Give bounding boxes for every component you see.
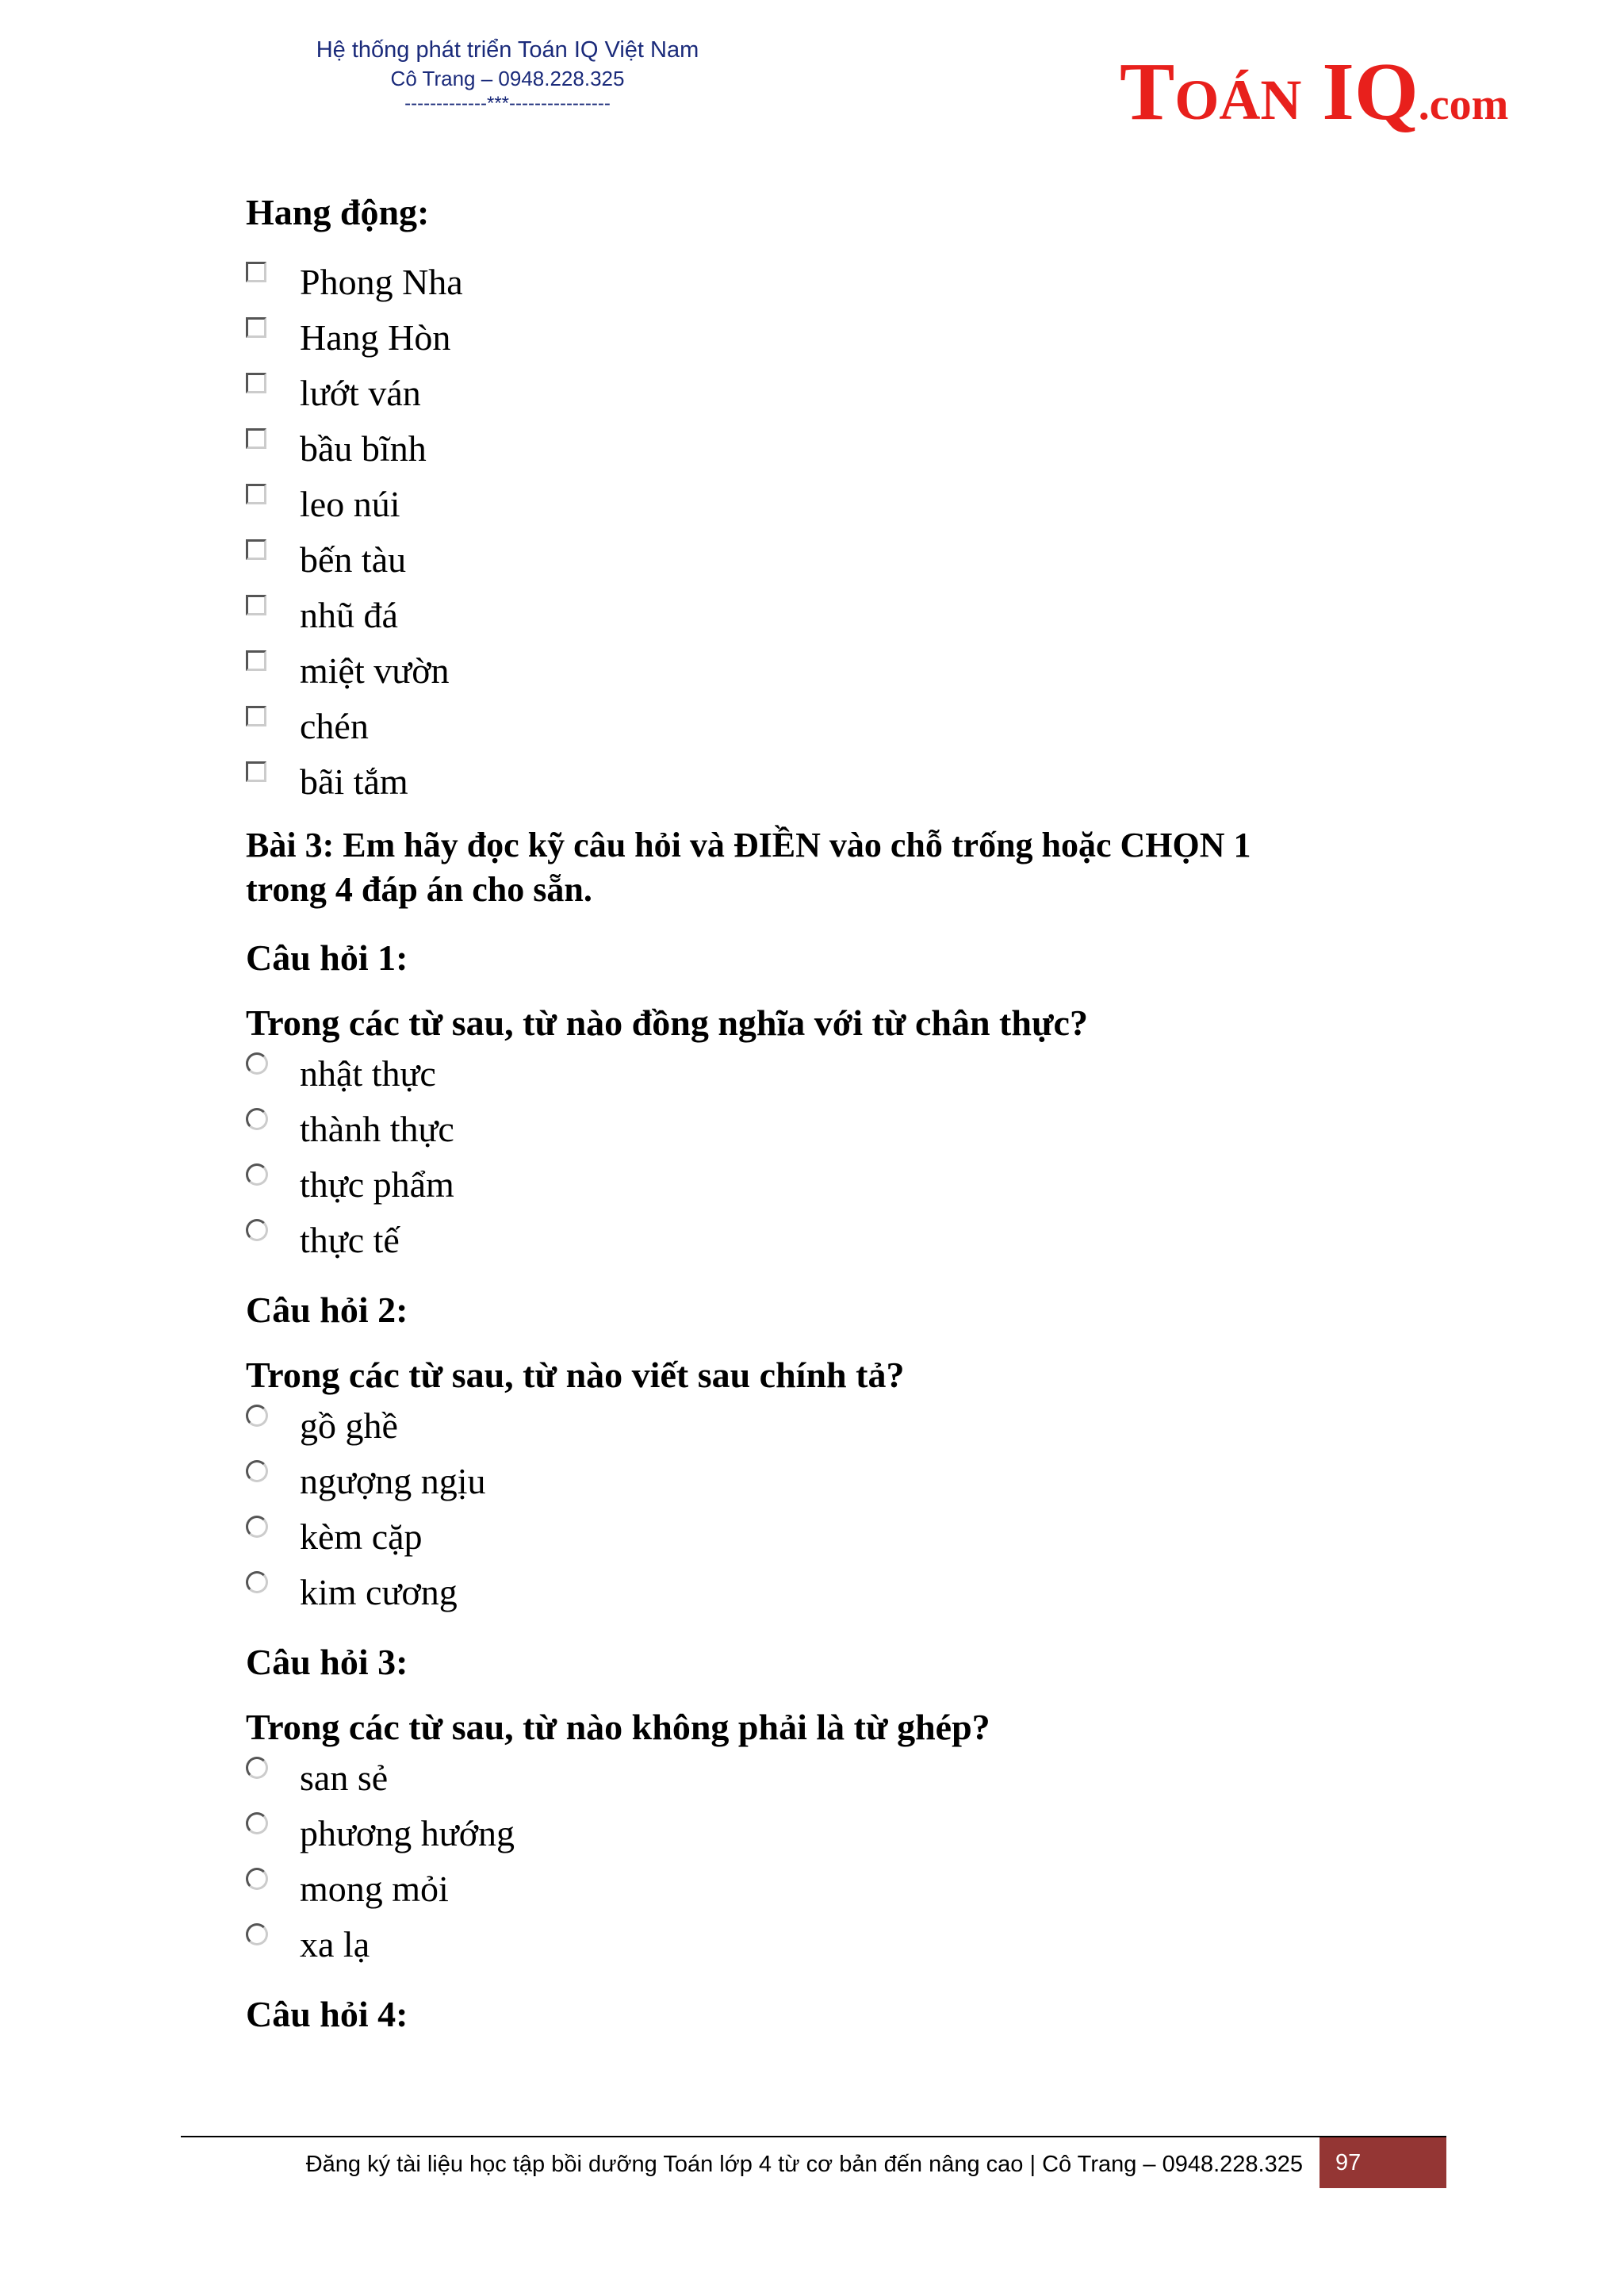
logo-com: .com (1418, 80, 1509, 129)
checkbox-option[interactable] (246, 254, 1388, 309)
radio-button[interactable] (246, 1516, 268, 1538)
option-label: nhũ đá (300, 594, 398, 635)
option-label: bầu bĩnh (300, 427, 427, 469)
checkbox-option[interactable] (246, 420, 1388, 476)
option-label: phương hướng (300, 1812, 515, 1853)
radio-button[interactable] (246, 1460, 268, 1482)
radio-option[interactable] (246, 1564, 1388, 1619)
option-label: bãi tắm (300, 761, 408, 802)
section-title-hang-dong: Hang động: (246, 192, 430, 232)
radio-group (246, 1397, 1388, 1619)
header-title: Hệ thống phát triển Toán IQ Việt Nam (316, 37, 699, 63)
footer-divider (181, 2136, 1446, 2137)
logo-oan: OÁN (1174, 68, 1302, 132)
radio-option[interactable] (246, 1212, 1388, 1267)
radio-group (246, 1750, 1388, 1972)
checkbox-option[interactable] (246, 476, 1388, 531)
radio-button[interactable] (246, 1219, 268, 1241)
question-text: Trong các từ sau, từ nào viết sau chính tả? (246, 1355, 905, 1395)
toaniq-logo (1120, 44, 1509, 137)
option-label: xa lạ (300, 1923, 370, 1964)
question-label: Câu hỏi 1: (246, 937, 408, 978)
radio-button[interactable] (246, 1405, 268, 1427)
checkbox[interactable] (246, 262, 266, 282)
radio-button[interactable] (246, 1757, 268, 1779)
checkbox-option[interactable] (246, 309, 1388, 365)
option-label: san sẻ (300, 1757, 389, 1798)
page-content (246, 190, 1388, 2037)
checkbox[interactable] (246, 650, 266, 671)
checkbox[interactable] (246, 317, 266, 338)
checkbox-option[interactable] (246, 587, 1388, 642)
option-label: kim cương (300, 1571, 458, 1612)
radio-option[interactable] (246, 1861, 1388, 1916)
checkbox-option[interactable] (246, 531, 1388, 587)
checkbox-list (246, 254, 1388, 809)
checkbox[interactable] (246, 373, 266, 393)
site-header (262, 35, 753, 116)
radio-option[interactable] (246, 1453, 1388, 1508)
checkbox[interactable] (246, 539, 266, 560)
exercise-instruction-line2: trong 4 đáp án cho sẵn. (246, 870, 592, 909)
checkbox-option[interactable] (246, 698, 1388, 753)
checkbox[interactable] (246, 595, 266, 615)
option-label: bến tàu (300, 539, 407, 580)
option-label: mong mỏi (300, 1868, 449, 1909)
option-label: chén (300, 705, 369, 746)
footer-text: Đăng ký tài liệu học tập bồi dưỡng Toán lớp 4 từ cơ bản đến nâng cao | Cô Trang – 0948.228.325 (305, 2152, 1303, 2177)
option-label: thực tế (300, 1219, 400, 1260)
checkbox-option[interactable] (246, 642, 1388, 698)
checkbox[interactable] (246, 428, 266, 449)
checkbox[interactable] (246, 484, 266, 504)
option-label: Phong Nha (300, 261, 463, 302)
checkbox-option[interactable] (246, 753, 1388, 809)
header-contact: Cô Trang – 0948.228.325 (390, 67, 625, 90)
logo-t: T (1120, 46, 1175, 137)
radio-option[interactable] (246, 1805, 1388, 1861)
option-label: nhật thực (300, 1052, 436, 1094)
radio-button[interactable] (246, 1868, 268, 1890)
option-label: gồ ghề (300, 1405, 398, 1446)
radio-button[interactable] (246, 1163, 268, 1186)
question-label: Câu hỏi 4: (246, 1994, 408, 2034)
checkbox-option[interactable] (246, 365, 1388, 420)
question-label: Câu hỏi 3: (246, 1642, 408, 1682)
radio-option[interactable] (246, 1045, 1388, 1101)
radio-option[interactable] (246, 1397, 1388, 1453)
option-label: ngượng ngịu (300, 1460, 486, 1501)
checkbox[interactable] (246, 761, 266, 782)
radio-button[interactable] (246, 1108, 268, 1130)
question-label: Câu hỏi 2: (246, 1290, 408, 1330)
option-label: lướt ván (300, 372, 421, 413)
radio-option[interactable] (246, 1101, 1388, 1156)
question-text: Trong các từ sau, từ nào đồng nghĩa với từ chân thực? (246, 1002, 1088, 1043)
radio-button[interactable] (246, 1571, 268, 1593)
radio-option[interactable] (246, 1750, 1388, 1805)
option-label: thực phẩm (300, 1163, 454, 1205)
radio-option[interactable] (246, 1508, 1388, 1564)
option-label: leo núi (300, 483, 400, 524)
option-label: thành thực (300, 1108, 454, 1149)
logo-iq: IQ (1301, 46, 1419, 137)
radio-button[interactable] (246, 1923, 268, 1945)
page-number: 97 (1320, 2137, 1446, 2188)
header-divider: -------------***---------------- (404, 93, 611, 114)
radio-group (246, 1045, 1388, 1267)
option-label: kèm cặp (300, 1516, 423, 1557)
question-text: Trong các từ sau, từ nào không phải là từ ghép? (246, 1707, 990, 1747)
radio-button[interactable] (246, 1052, 268, 1075)
exercise-instruction-line1: Bài 3: Em hãy đọc kỹ câu hỏi và ĐIỀN vào chỗ trống hoặc CHỌN 1 (246, 826, 1251, 864)
option-label: Hang Hòn (300, 316, 451, 358)
radio-option[interactable] (246, 1916, 1388, 1972)
radio-button[interactable] (246, 1812, 268, 1834)
radio-option[interactable] (246, 1156, 1388, 1212)
checkbox[interactable] (246, 706, 266, 726)
option-label: miệt vườn (300, 650, 450, 691)
